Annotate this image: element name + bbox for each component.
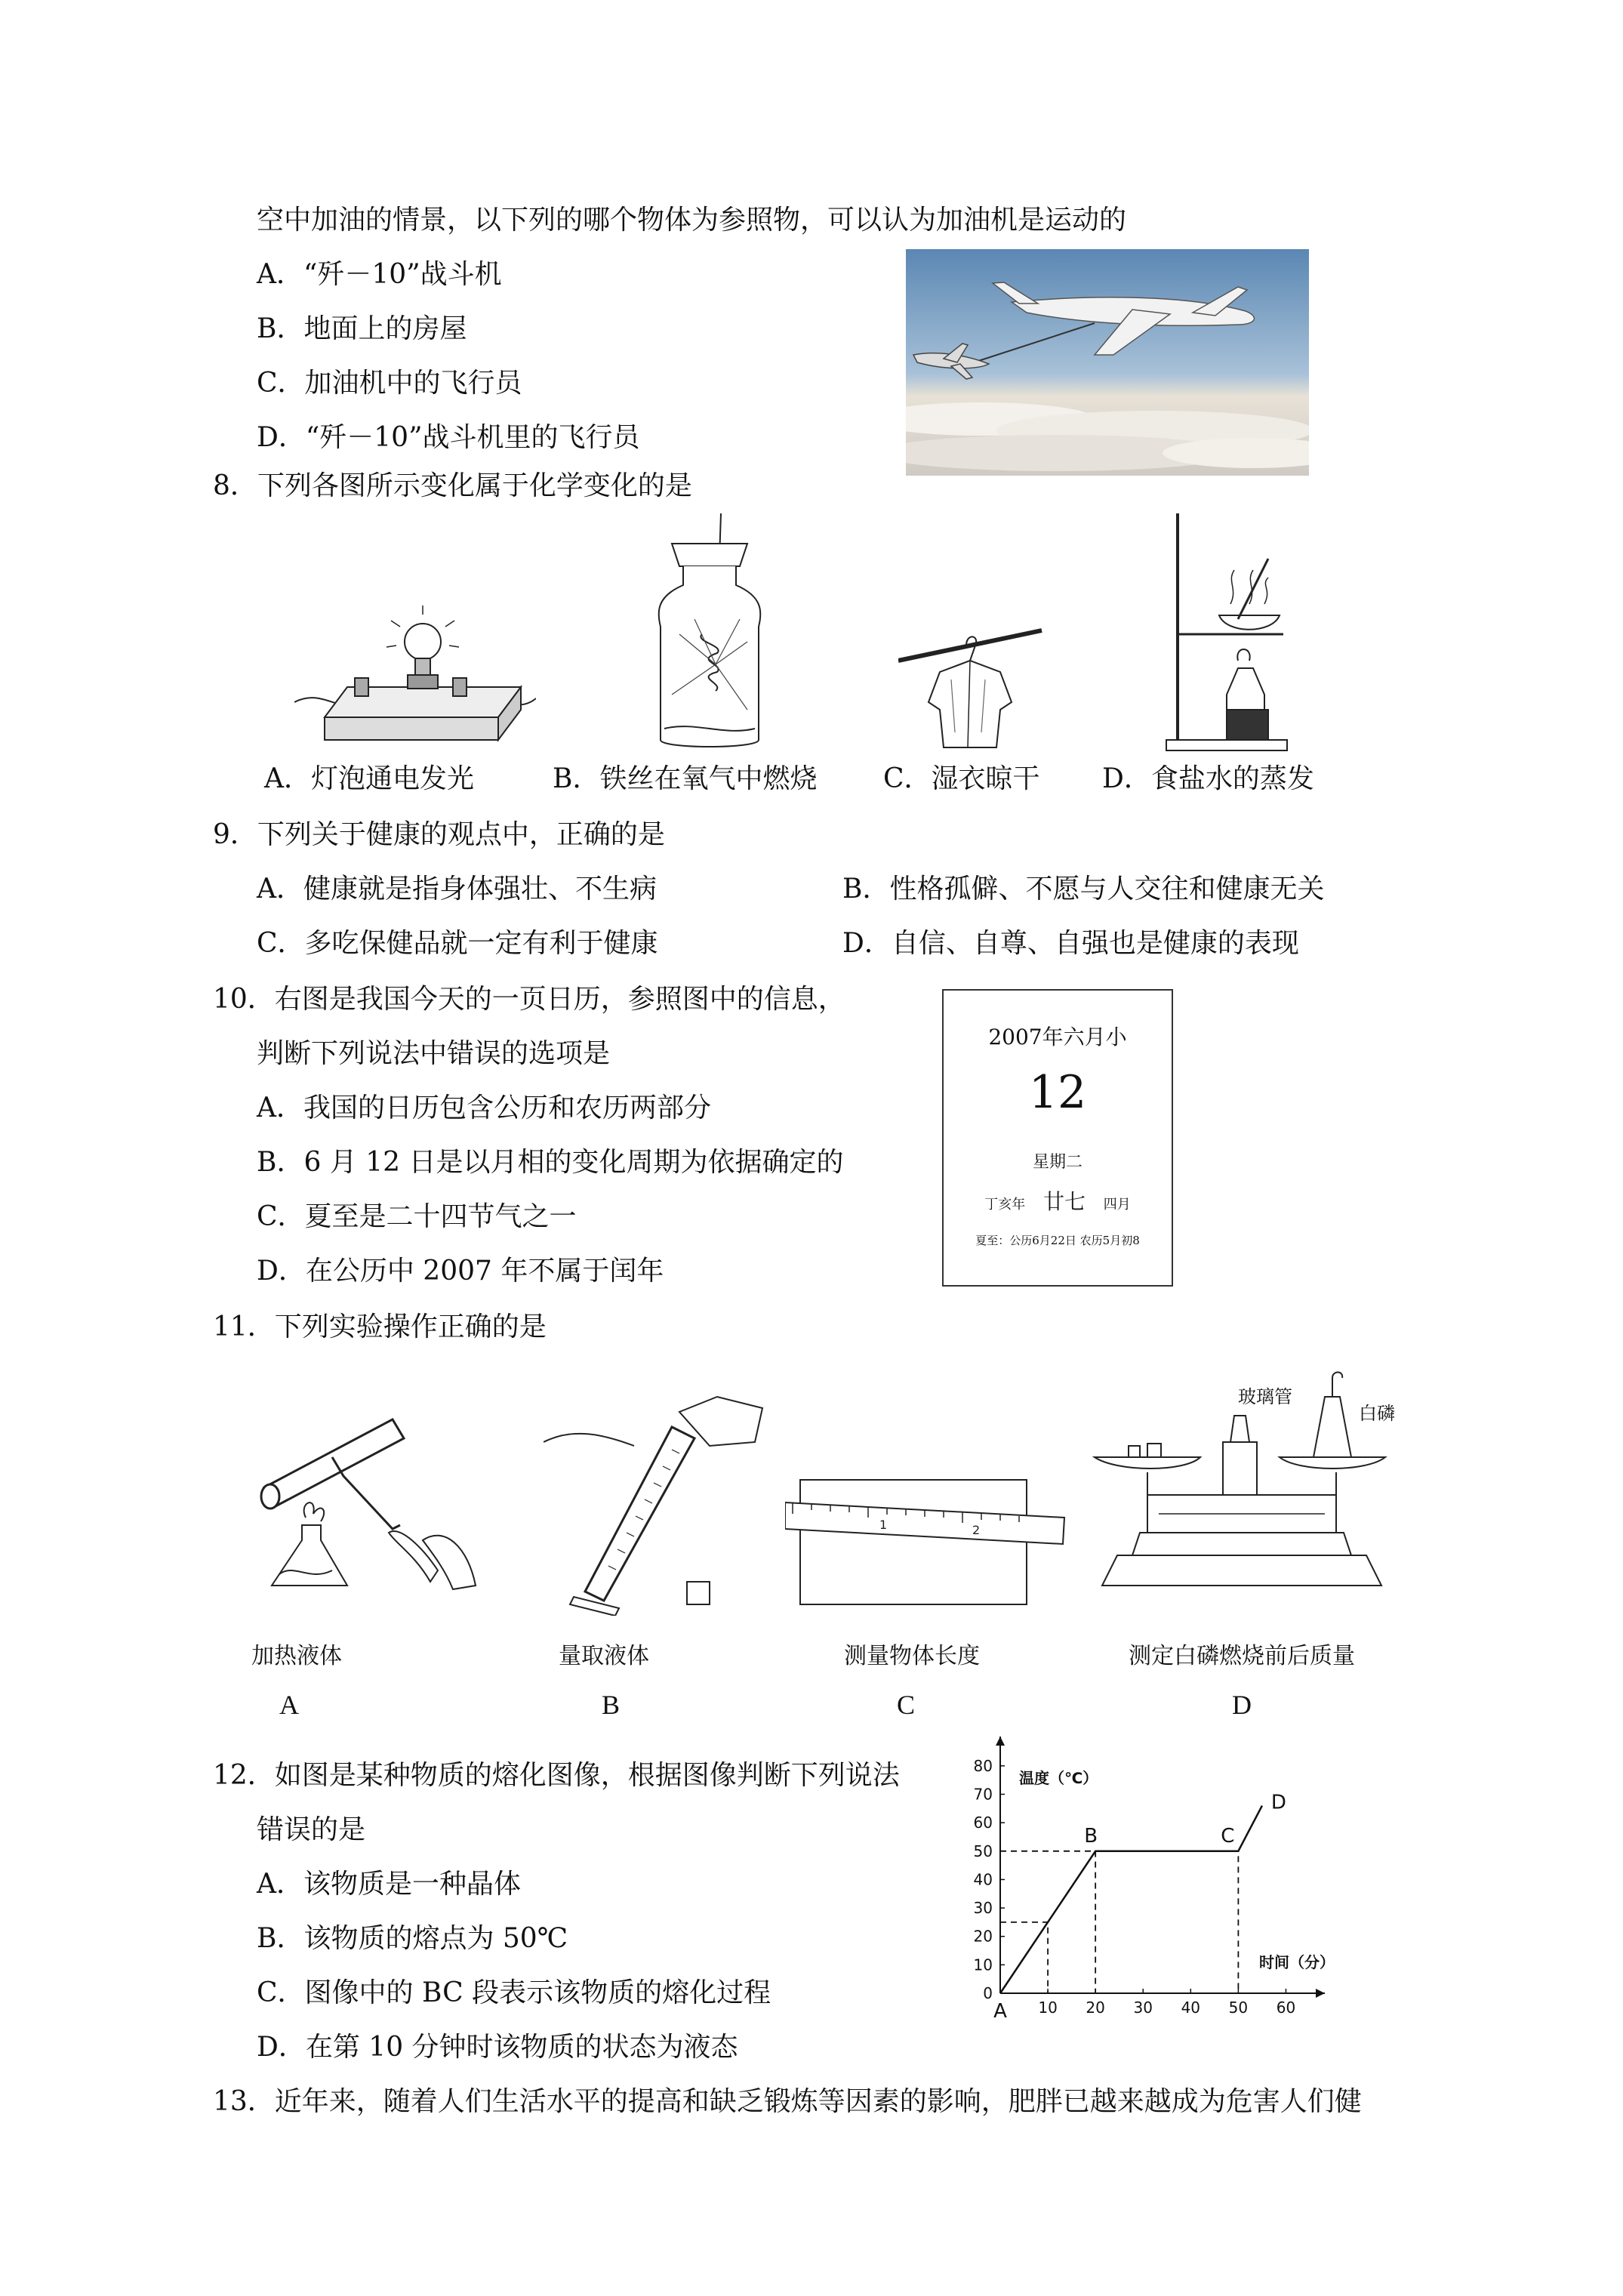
q7-option-c: C．加油机中的飞行员 <box>257 368 522 399</box>
chart-ylabel: 温度（℃） <box>1019 1769 1098 1787</box>
heating-liquid-figure <box>249 1404 506 1616</box>
point-label-c: C <box>1221 1824 1235 1848</box>
calendar-header: 2007年六月小 <box>988 1025 1127 1049</box>
q7-option-a: A．“歼－10”战斗机 <box>257 259 502 290</box>
balance-phosphorus-figure <box>1087 1359 1397 1616</box>
calendar-day: 12 <box>1028 1066 1087 1119</box>
q7-option-b: B．地面上的房屋 <box>257 313 467 344</box>
ruler-label-2: 2 <box>972 1523 981 1537</box>
q8-option-b: B．铁丝在氧气中燃烧 <box>553 763 818 794</box>
ruler-label-1: 1 <box>879 1518 888 1532</box>
iron-wire-jar-figure <box>649 513 770 755</box>
point-label-a: A <box>993 2000 1007 2023</box>
q11-letter-b: B <box>602 1690 621 1720</box>
calendar-lunar-row <box>944 1185 1172 1216</box>
q11-caption-c: 测量物体长度 <box>844 1643 980 1669</box>
q11-stem: 11．下列实验操作正确的是 <box>213 1311 547 1342</box>
q12-option-c: C．图像中的 BC 段表示该物质的熔化过程 <box>257 1977 771 2008</box>
x-tick-label: 50 <box>1228 1999 1249 2017</box>
q8-option-d: D．食盐水的蒸发 <box>1102 763 1314 794</box>
x-tick-label: 20 <box>1086 1999 1105 2017</box>
q9-stem: 9．下列关于健康的观点中，正确的是 <box>213 819 665 850</box>
q10-option-d: D．在公历中 2007 年不属于闰年 <box>257 1256 664 1287</box>
y-tick-label: 40 <box>973 1870 993 1889</box>
x-tick-label: 40 <box>1181 1999 1201 2017</box>
x-tick-label: 10 <box>1038 1999 1058 2017</box>
y-tick-label: 70 <box>973 1785 993 1804</box>
q9-option-d: D．自信、自尊、自强也是健康的表现 <box>842 928 1299 959</box>
evaporating-dish-figure <box>1155 513 1306 755</box>
q11-letter-c: C <box>897 1690 916 1720</box>
y-axis-arrow <box>996 1737 1005 1746</box>
q10-option-b: B．6 月 12 日是以月相的变化周期为依据确定的 <box>257 1147 844 1178</box>
q7-stem-continued: 空中加油的情景，以下列的哪个物体为参照物，可以认为加油机是运动的 <box>257 205 1127 236</box>
calendar-weekday: 星期二 <box>1032 1153 1083 1172</box>
x-tick-label: 60 <box>1276 1999 1296 2017</box>
calendar-lunar-year: 丁亥年 <box>984 1197 1026 1213</box>
y-tick-label: 20 <box>973 1927 993 1946</box>
q11-caption-d: 测定白磷燃烧前后质量 <box>1129 1643 1355 1669</box>
q10-stem-line1: 10．右图是我国今天的一页日历，参照图中的信息， <box>213 984 845 1015</box>
q12-stem-line1: 12．如图是某种物质的熔化图像，根据图像判断下列说法 <box>213 1760 900 1791</box>
q11-letter-a: A <box>279 1690 299 1720</box>
y-tick-label: 30 <box>973 1899 993 1918</box>
q9-option-c: C．多吃保健品就一定有利于健康 <box>257 928 658 959</box>
q11-caption-a: 加热液体 <box>251 1643 342 1669</box>
q12-stem-line2: 错误的是 <box>257 1814 366 1845</box>
q8-stem: 8．下列各图所示变化属于化学变化的是 <box>213 470 692 501</box>
point-label-d: D <box>1270 1791 1286 1814</box>
q9-option-a: A．健康就是指身体强壮、不生病 <box>257 874 657 905</box>
y-tick-label: 80 <box>973 1756 993 1775</box>
q11-caption-b: 量取液体 <box>559 1643 649 1669</box>
melting-curve-chart <box>959 1737 1351 2031</box>
chart-xlabel: 时间（分） <box>1259 1953 1335 1971</box>
q10-option-a: A．我国的日历包含公历和农历两部分 <box>257 1093 711 1123</box>
q10-stem-line2: 判断下列说法中错误的选项是 <box>257 1038 611 1069</box>
y-tick-label: 0 <box>983 1984 993 2002</box>
aerial-refueling-photo <box>906 249 1309 476</box>
q13-stem: 13．近年来，随着人们生活水平的提高和缺乏锻炼等因素的影响，肥胖已越来越成为危害人们健 <box>213 2086 1362 2117</box>
chart-dashed-guides <box>1000 1851 1238 1993</box>
q7-option-d: D．“歼－10”战斗机里的飞行员 <box>257 422 640 453</box>
label-glass-tube: 玻璃管 <box>1238 1386 1292 1407</box>
x-tick-label: 30 <box>1133 1999 1153 2017</box>
bulb-circuit-figure <box>294 604 536 755</box>
calendar-page <box>942 989 1173 1287</box>
calendar-lunar-day: 廿七 <box>1042 1189 1086 1214</box>
calendar-lunar-month: 四月 <box>1103 1197 1131 1213</box>
y-tick-label: 50 <box>973 1841 993 1860</box>
chart-point-labels <box>993 1792 1286 2023</box>
q8-option-a: A．灯泡通电发光 <box>264 763 474 794</box>
q9-option-b: B．性格孤僻、不愿与人交往和健康无关 <box>842 874 1325 905</box>
calendar-note: 夏至：公历6月22日 农历5月初8 <box>975 1234 1140 1247</box>
chart-tick-labels <box>974 1757 1296 2017</box>
q10-option-c: C．夏至是二十四节气之一 <box>257 1201 577 1232</box>
label-white-phosphorus: 白磷 <box>1359 1403 1395 1424</box>
q12-option-a: A．该物质是一种晶体 <box>257 1869 521 1900</box>
measuring-cylinder-figure <box>544 1382 770 1616</box>
q12-option-b: B．该物质的熔点为 50℃ <box>257 1923 568 1954</box>
x-axis-arrow <box>1316 1989 1325 1998</box>
point-label-b: B <box>1084 1824 1098 1848</box>
q12-option-d: D．在第 10 分钟时该物质的状态为液态 <box>257 2032 738 2063</box>
q8-option-c: C．湿衣晾干 <box>883 763 1040 794</box>
y-tick-label: 60 <box>973 1814 993 1832</box>
y-tick-label: 10 <box>973 1955 993 1974</box>
q11-letter-d: D <box>1232 1690 1252 1720</box>
ruler-figure <box>785 1472 1072 1608</box>
wet-clothes-figure <box>898 619 1049 755</box>
